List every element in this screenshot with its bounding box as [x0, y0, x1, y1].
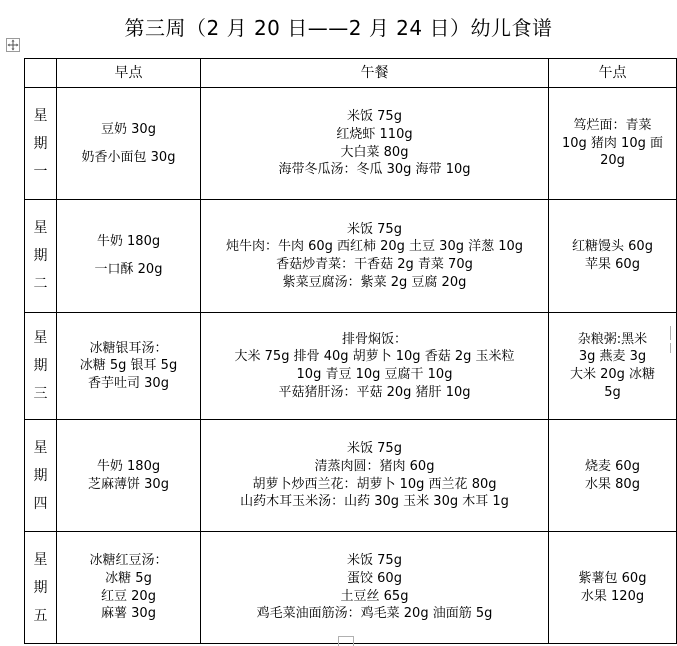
menu-line: 豆奶 30g	[101, 121, 156, 137]
menu-line: 烧麦 60g	[585, 458, 640, 474]
menu-line: 炖牛肉：牛肉 60g 西红柿 20g 土豆 30g 洋葱 10g	[225, 239, 524, 255]
menu-line: 海带冬瓜汤：冬瓜 30g 海带 10g	[278, 162, 471, 178]
day-label: 星 期 二	[25, 200, 57, 313]
table-row-monday	[25, 88, 677, 200]
menu-line: 香芋吐司 30g	[88, 375, 169, 391]
table-row-friday	[25, 532, 677, 644]
menu-line: 芝麻薄饼 30g	[88, 476, 169, 492]
menu-line: 土豆丝 65g	[340, 588, 409, 604]
header-row	[25, 59, 677, 88]
menu-line: 冰糖红豆汤：	[89, 553, 168, 569]
menu-line: 清蒸肉圆：猪肉 60g	[314, 458, 435, 474]
breakfast-cell	[57, 200, 201, 313]
menu-line: 香菇炒青菜：干香菇 2g 青菜 70g	[276, 257, 473, 272]
menu-line: 米饭 75g	[347, 109, 402, 125]
menu-line: 笃烂面：青菜	[573, 118, 652, 134]
day-label: 星 期 三	[25, 313, 57, 420]
menu-line: 大米 75g 排骨 40g 胡萝卜 10g 香菇 2g 玉米粒	[234, 349, 515, 365]
menu-line: 苹果 60g	[585, 257, 640, 272]
header-snack: 午点	[549, 59, 677, 88]
breakfast-cell	[57, 532, 201, 644]
lunch-cell	[201, 313, 549, 420]
menu-line: 冰糖银耳汤：	[89, 340, 168, 356]
snack-cell	[549, 313, 677, 420]
menu-line: 山药木耳玉米汤：山药 30g 玉米 30g 木耳 1g	[240, 494, 509, 510]
menu-line: 米饭 75g	[347, 441, 402, 457]
ruler-marker	[670, 326, 677, 340]
menu-line: 平菇猪肝汤：平菇 20g 猪肝 10g	[278, 384, 471, 400]
menu-line: 5g	[604, 384, 621, 400]
breakfast-cell	[57, 313, 201, 420]
menu-line: 3g 燕麦 3g	[578, 349, 647, 365]
menu-line: 麻薯 30g	[101, 606, 156, 622]
table-resize-handle[interactable]	[338, 636, 354, 646]
header-breakfast: 早点	[57, 59, 201, 88]
snack-cell	[549, 532, 677, 644]
menu-line: 米饭 75g	[347, 553, 402, 569]
snack-cell	[549, 200, 677, 313]
menu-line: 10g 青豆 10g 豆腐干 10g	[296, 367, 453, 382]
snack-cell	[549, 88, 677, 200]
menu-line: 水果 120g	[580, 588, 645, 604]
menu-line: 杂粮粥:黑米	[577, 331, 648, 347]
table-row-wednesday	[25, 313, 677, 420]
menu-line: 一口酥 20g	[94, 262, 163, 277]
table-row-tuesday	[25, 200, 677, 313]
lunch-cell	[201, 532, 549, 644]
menu-line: 蛋饺 60g	[347, 570, 402, 586]
menu-table	[24, 58, 677, 644]
lunch-cell	[201, 420, 549, 532]
menu-line: 奶香小面包 30g	[81, 149, 176, 165]
menu-line: 水果 80g	[585, 476, 640, 492]
menu-line: 牛奶 180g	[96, 234, 161, 250]
menu-line: 20g	[600, 153, 625, 169]
menu-line: 胡萝卜炒西兰花：胡萝卜 10g 西兰花 80g	[252, 476, 497, 492]
menu-line: 红豆 20g	[101, 588, 156, 604]
header-day	[25, 59, 57, 88]
day-label: 星 期 四	[25, 420, 57, 532]
breakfast-cell	[57, 88, 201, 200]
day-label: 星 期 一	[25, 88, 57, 200]
menu-line: 冰糖 5g	[105, 570, 152, 586]
move-handle-icon[interactable]	[6, 38, 20, 52]
lunch-cell	[201, 200, 549, 313]
menu-line: 冰糖 5g 银耳 5g	[79, 358, 178, 374]
menu-line: 牛奶 180g	[96, 458, 161, 474]
menu-line: 大米 20g 冰糖	[569, 367, 656, 382]
menu-line: 排骨焖饭：	[341, 331, 407, 347]
table-row-thursday	[25, 420, 677, 532]
menu-line: 红烧虾 110g	[336, 126, 413, 142]
snack-cell	[549, 420, 677, 532]
breakfast-cell	[57, 420, 201, 532]
menu-line: 紫菜豆腐汤：紫菜 2g 豆腐 20g	[282, 274, 467, 290]
menu-line: 10g 猪肉 10g 面	[562, 135, 663, 151]
menu-line: 红糖馒头 60g	[572, 239, 653, 255]
page-title: 第三周（2 月 20 日——2 月 24 日）幼儿食谱	[124, 16, 553, 40]
menu-line: 紫薯包 60g	[578, 570, 647, 586]
menu-line: 鸡毛菜油面筋汤：鸡毛菜 20g 油面筋 5g	[256, 606, 493, 622]
menu-line: 米饭 75g	[347, 221, 402, 237]
lunch-cell	[201, 88, 549, 200]
menu-line: 大白菜 80g	[340, 144, 409, 160]
header-lunch: 午餐	[201, 59, 549, 88]
ruler-marker	[670, 343, 677, 353]
day-label: 星 期 五	[25, 532, 57, 644]
